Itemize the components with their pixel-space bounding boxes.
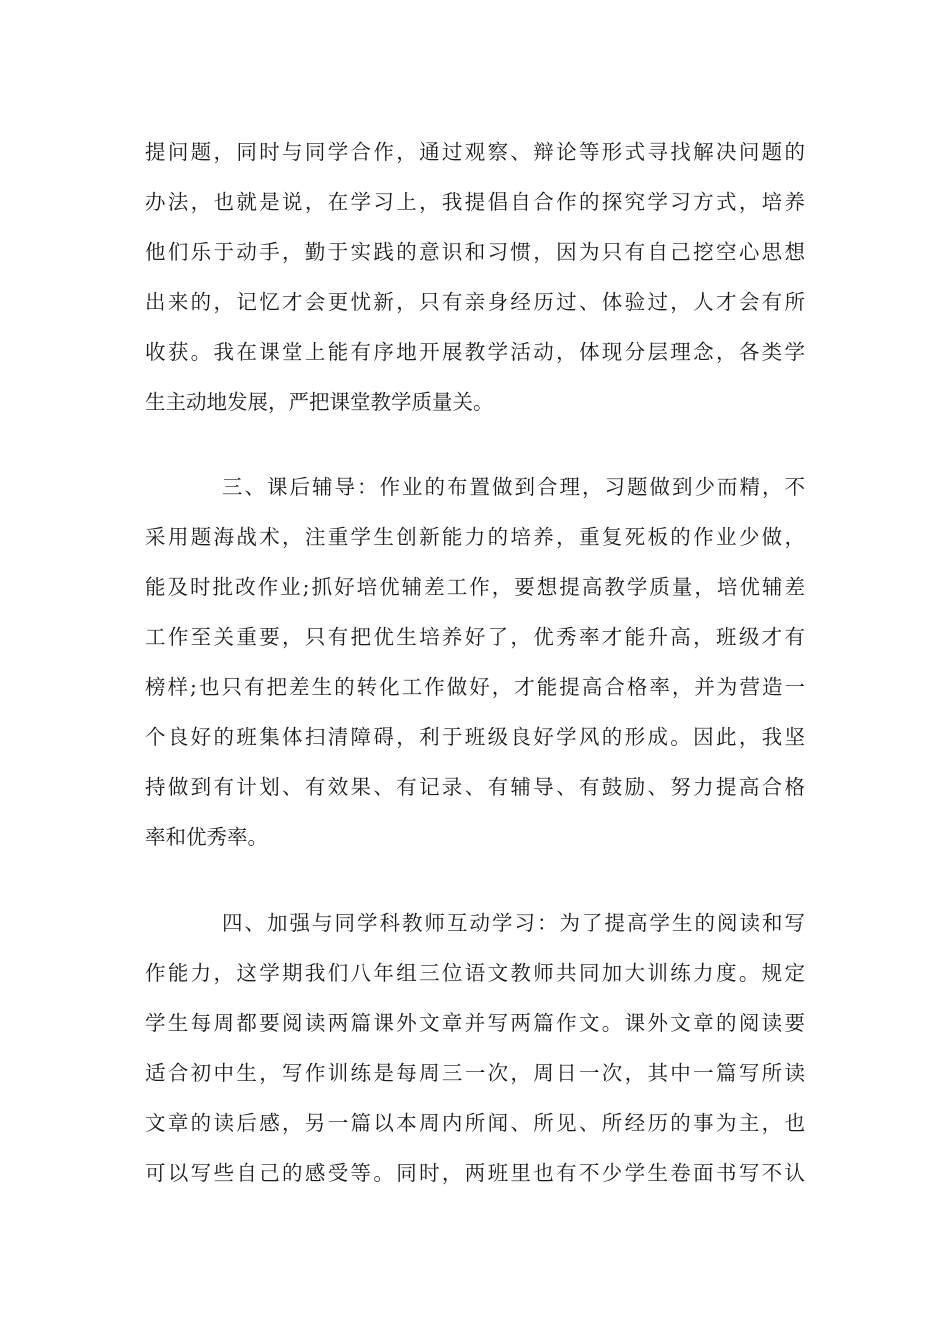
- text-line: 可以写些自己的感受等。同时，两班里也有不少学生卷面书写不认: [145, 1161, 805, 1185]
- paragraph-heading-line: 四、加强与同学科教师互动学习：为了提高学生的阅读和写: [222, 911, 805, 935]
- text-line: 能及时批改作业;抓好培优辅差工作，要想提高教学质量，培优辅差: [145, 575, 805, 599]
- text-line: 工作至关重要，只有把优生培养好了，优秀率才能升高，班级才有: [145, 625, 805, 649]
- text-line: 学生每周都要阅读两篇课外文章并写两篇作文。课外文章的阅读要: [145, 1011, 805, 1035]
- text-line: 他们乐于动手，勤于实践的意识和习惯，因为只有自己挖空心思想: [145, 240, 805, 264]
- text-line: 个良好的班集体扫清障碍，利于班级良好学风的形成。因此，我坚: [145, 725, 805, 749]
- paragraph-heading-line: 三、课后辅导：作业的布置做到合理，习题做到少而精，不: [222, 475, 805, 499]
- text-line: 率和优秀率。: [145, 825, 268, 849]
- text-line: 提问题，同时与同学合作，通过观察、辩论等形式寻找解决问题的: [145, 140, 805, 164]
- text-line: 榜样;也只有把差生的转化工作做好，才能提高合格率，并为营造一: [145, 675, 805, 699]
- text-line: 生主动地发展，严把课堂教学质量关。: [145, 390, 494, 414]
- text-line: 采用题海战术，注重学生创新能力的培养，重复死板的作业少做，: [145, 525, 805, 549]
- text-line: 文章的读后感，另一篇以本周内所闻、所见、所经历的事为主，也: [145, 1111, 805, 1135]
- text-line: 收获。我在课堂上能有序地开展教学活动，体现分层理念，各类学: [145, 340, 805, 364]
- text-line: 作能力，这学期我们八年组三位语文教师共同加大训练力度。规定: [145, 961, 805, 985]
- text-line: 出来的，记忆才会更忧新，只有亲身经历过、体验过，人才会有所: [145, 290, 805, 314]
- text-line: 办法，也就是说，在学习上，我提倡自合作的探究学习方式，培养: [145, 190, 805, 214]
- text-line: 持做到有计划、有效果、有记录、有辅导、有鼓励、努力提高合格: [145, 775, 805, 799]
- text-line: 适合初中生，写作训练是每周三一次，周日一次，其中一篇写所读: [145, 1061, 805, 1085]
